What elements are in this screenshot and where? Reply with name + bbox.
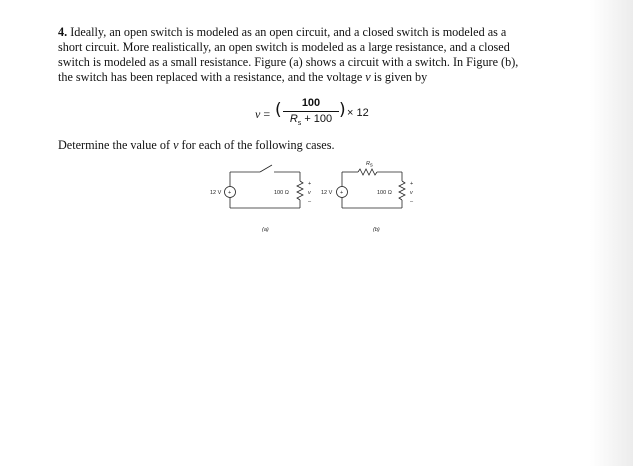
line-4-post: is given by (373, 70, 428, 84)
var-a-label: v (308, 190, 311, 196)
resistor-b-label: 100 Ω (377, 190, 392, 196)
fraction-numerator: 100 (301, 97, 321, 109)
voltage-equation (255, 97, 455, 127)
equation-lhs (255, 107, 270, 122)
denominator-rest: + 100 (304, 113, 333, 125)
equation-fraction (283, 97, 339, 130)
circuit-a (225, 165, 304, 208)
problem-line-1 (58, 25, 558, 40)
problem-line-3: switch is modeled as a small resistance. Figure (a) shows a circuit with a switch. In Figure (b), (58, 55, 519, 69)
left-paren: ( (275, 100, 282, 120)
equation-var: v (255, 107, 261, 121)
circuit-b (337, 169, 406, 208)
question-var: v (173, 138, 179, 152)
fraction-bar (283, 111, 339, 112)
plus-b-label: + (410, 181, 414, 187)
source-b-label: 12 V (321, 190, 333, 196)
equation-equals: = (263, 107, 271, 121)
switch-a-icon (260, 165, 272, 172)
line-4-pre: the switch has been replaced with a resistance, and the voltage (58, 70, 363, 84)
resistor-b-icon (399, 181, 405, 200)
series-resistor-b-sub: s (370, 162, 373, 169)
question-pre: Determine the value of (58, 138, 171, 152)
minus-a-label: – (308, 199, 312, 205)
denominator-var: R (289, 113, 298, 125)
source-a-label: 12 V (210, 190, 222, 196)
fraction-denominator (283, 113, 339, 130)
problem-line-2: short circuit. More realistically, an open switch is modeled as a large resistance, and a closed (58, 40, 510, 54)
question-post: for each of the following cases. (181, 138, 335, 152)
equation-rhs: × 12 (347, 107, 369, 119)
problem-text (58, 25, 558, 85)
plus-a-label: + (308, 181, 312, 187)
resistor-a-icon (297, 181, 303, 200)
series-resistor-b-label: R (366, 161, 370, 167)
caption-a: (a) (262, 227, 269, 233)
line-4-var: v (365, 70, 371, 84)
plus-a-icon: + (228, 190, 232, 196)
question-text (58, 138, 335, 153)
minus-b-label: – (410, 199, 414, 205)
caption-b: (b) (373, 227, 380, 233)
circuit-figures (190, 155, 430, 240)
problem-line-4 (58, 70, 558, 85)
plus-b-icon: + (340, 190, 344, 196)
right-paren: ) (339, 100, 346, 120)
series-resistor-b-icon (358, 169, 377, 175)
resistor-a-label: 100 Ω (274, 190, 289, 196)
var-b-label: v (410, 190, 413, 196)
denominator-sub: s (297, 120, 302, 128)
problem-number: 4. (58, 25, 68, 39)
problem-line-1-text: Ideally, an open switch is modeled as an open circuit, and a closed switch is modeled as a (70, 25, 507, 39)
